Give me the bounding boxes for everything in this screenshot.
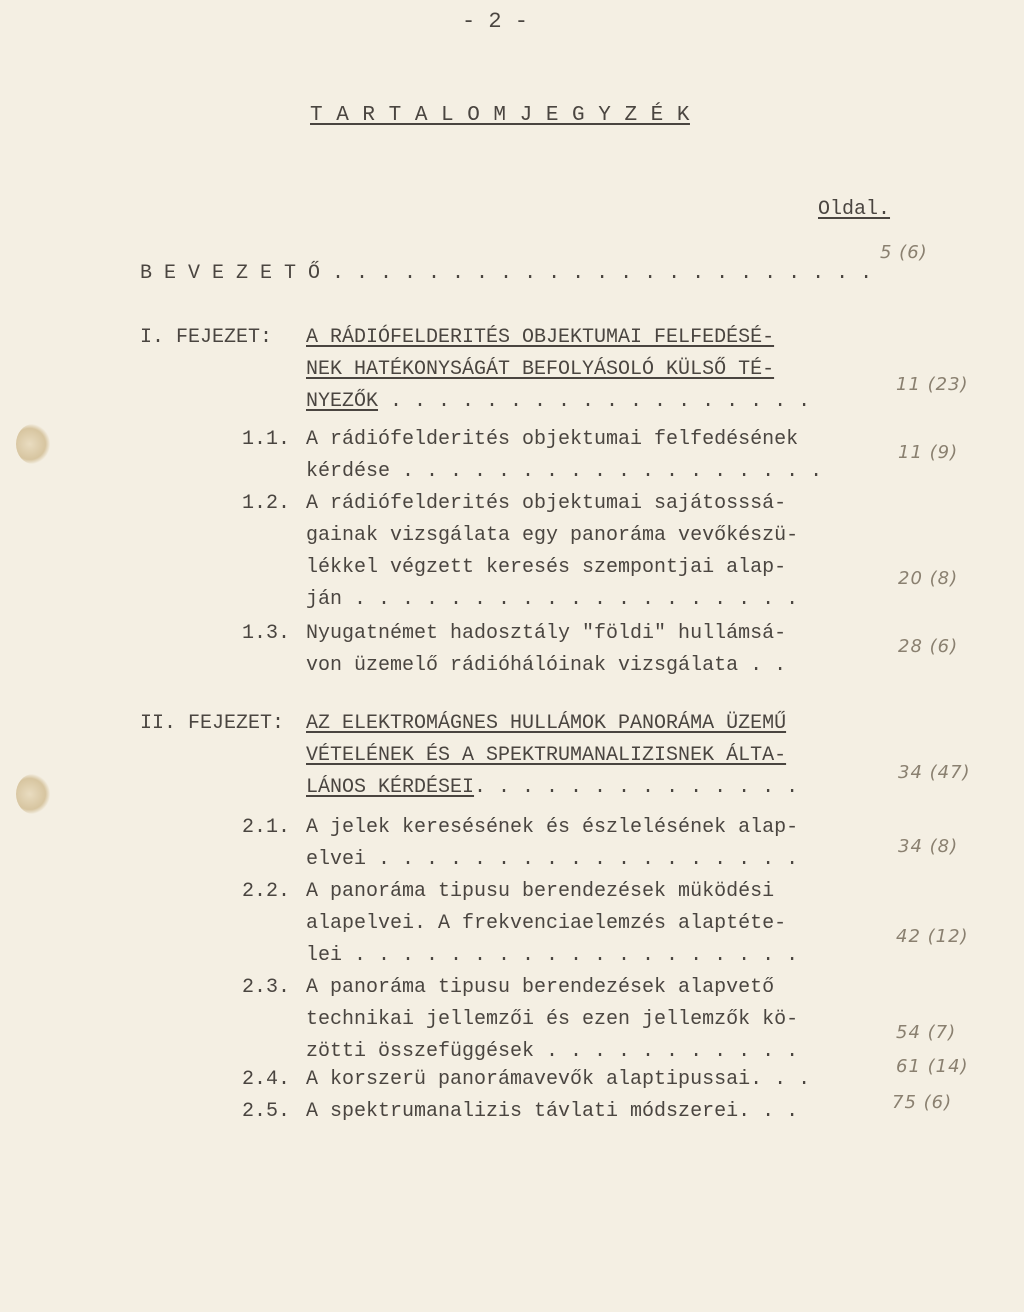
intro-entry: B E V E Z E T Ő . . . . . . . . . . . . . . . . . . . . . . . bbox=[140, 262, 873, 285]
section-text: technikai jellemzői és ezen jellemzők kö- bbox=[306, 1008, 799, 1031]
chapter2-handwritten-page: 34 (47) bbox=[898, 762, 971, 783]
section-text: lékkel végzett keresés szempontjai alap- bbox=[306, 556, 787, 579]
section-number: 2.5. bbox=[242, 1100, 291, 1123]
chapter2-label: II. FEJEZET: bbox=[140, 712, 285, 735]
punch-hole-bottom bbox=[16, 774, 50, 814]
section-text: A rádiófelderités objektumai sajátosssá- bbox=[306, 492, 787, 515]
intro-handwritten-page: 5 (6) bbox=[880, 242, 928, 263]
section-handwritten-page: 42 (12) bbox=[896, 926, 969, 947]
section-text: kérdése . . . . . . . . . . . . . . . . . . bbox=[306, 460, 823, 483]
section-handwritten-page: 75 (6) bbox=[892, 1092, 953, 1113]
chapter1-handwritten-page: 11 (23) bbox=[896, 374, 969, 395]
section-handwritten-page: 11 (9) bbox=[898, 442, 959, 463]
chapter1-title-line2: NEK HATÉKONYSÁGÁT BEFOLYÁSOLÓ KÜLSŐ TÉ- bbox=[306, 358, 775, 381]
chapter1-title-line1: A RÁDIÓFELDERITÉS OBJEKTUMAI FELFEDÉSÉ- bbox=[306, 326, 775, 349]
section-text: A korszerü panorámavevők alaptipussai. . . bbox=[306, 1068, 811, 1091]
section-text: ján . . . . . . . . . . . . . . . . . . . bbox=[306, 588, 799, 611]
section-number: 2.4. bbox=[242, 1068, 291, 1091]
section-text: gainak vizsgálata egy panoráma vevőkészü- bbox=[306, 524, 799, 547]
chapter1-title-line3: NYEZŐK . . . . . . . . . . . . . . . . . . bbox=[306, 390, 811, 413]
section-number: 2.2. bbox=[242, 880, 291, 903]
section-text: A panoráma tipusu berendezések müködési bbox=[306, 880, 775, 903]
section-number: 2.1. bbox=[242, 816, 291, 839]
section-text: alapelvei. A frekvenciaelemzés alaptéte- bbox=[306, 912, 787, 935]
section-number: 1.2. bbox=[242, 492, 291, 515]
section-text: von üzemelő rádióhálóinak vizsgálata . . bbox=[306, 654, 787, 677]
chapter1-label: I. FEJEZET: bbox=[140, 326, 273, 349]
section-text: A jelek keresésének és észlelésének alap- bbox=[306, 816, 799, 839]
section-number: 1.1. bbox=[242, 428, 291, 451]
section-handwritten-page: 61 (14) bbox=[896, 1056, 969, 1077]
punch-hole-top bbox=[16, 424, 50, 464]
section-text: A rádiófelderités objektumai felfedésének bbox=[306, 428, 799, 451]
section-handwritten-page: 28 (6) bbox=[898, 636, 959, 657]
chapter2-title-line3: LÁNOS KÉRDÉSEI. . . . . . . . . . . . . . bbox=[306, 776, 799, 799]
page-title: T A R T A L O M J E G Y Z É K bbox=[310, 104, 690, 127]
chapter2-title-line2: VÉTELÉNEK ÉS A SPEKTRUMANALIZISNEK ÁLTA- bbox=[306, 744, 787, 767]
section-handwritten-page: 34 (8) bbox=[898, 836, 959, 857]
section-number: 2.3. bbox=[242, 976, 291, 999]
section-text: Nyugatnémet hadosztály "földi" hullámsá- bbox=[306, 622, 787, 645]
section-text: elvei . . . . . . . . . . . . . . . . . . bbox=[306, 848, 799, 871]
section-handwritten-page: 54 (7) bbox=[896, 1022, 957, 1043]
section-number: 1.3. bbox=[242, 622, 291, 645]
page-column-header: Oldal. bbox=[818, 198, 891, 221]
page-number: - 2 - bbox=[462, 9, 529, 34]
chapter2-title-line1: AZ ELEKTROMÁGNES HULLÁMOK PANORÁMA ÜZEMŰ bbox=[306, 712, 787, 735]
section-text: zötti összefüggések . . . . . . . . . . . bbox=[306, 1040, 799, 1063]
section-text: lei . . . . . . . . . . . . . . . . . . . bbox=[306, 944, 799, 967]
section-handwritten-page: 20 (8) bbox=[898, 568, 959, 589]
section-text: A panoráma tipusu berendezések alapvető bbox=[306, 976, 775, 999]
section-text: A spektrumanalizis távlati módszerei. . . bbox=[306, 1100, 799, 1123]
